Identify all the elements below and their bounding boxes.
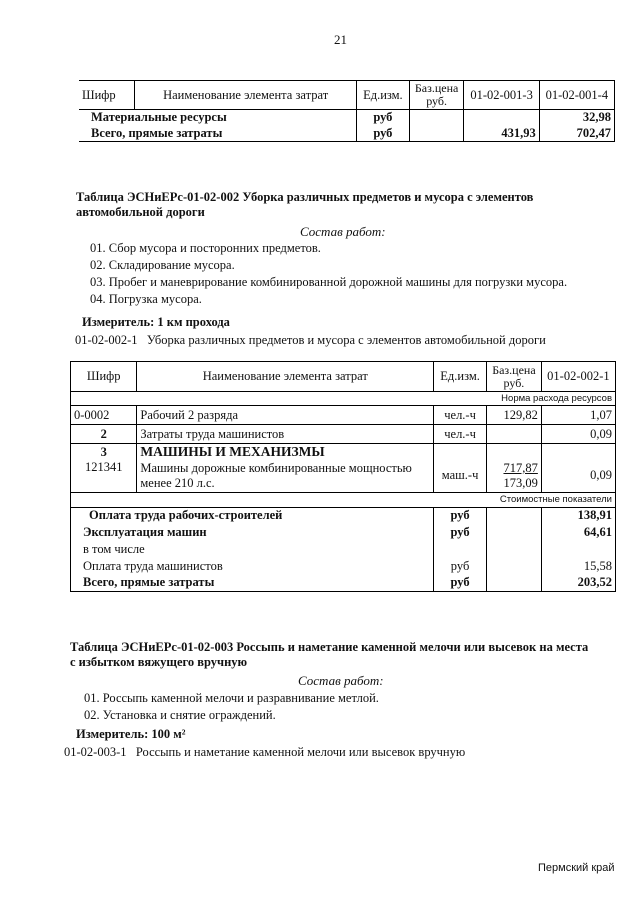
machine-price-1: 717,87: [503, 460, 538, 475]
table-row: [79, 110, 615, 126]
cost-val: [541, 541, 615, 557]
row-name: Всего, прямые затраты: [91, 125, 223, 140]
row-val: 0,09: [541, 425, 615, 444]
header-price: Баз.цена руб.: [486, 362, 541, 392]
empty-cell: [486, 541, 541, 557]
work-item: 02. Установка и снятие ограждений.: [84, 708, 276, 722]
works-heading: Состав работ:: [298, 673, 384, 688]
cost-row: [71, 575, 616, 591]
row-code: 0-0002: [71, 406, 137, 425]
header-col2: 01-02-001-4: [539, 81, 614, 110]
norm-label: Норма расхода ресурсов: [71, 392, 616, 406]
code-line: 01-02-002-1 Уборка различных предметов и мусора с элементов автомобильной дороги: [75, 333, 546, 347]
header-code: Шифр: [82, 87, 116, 102]
table-header-row: [79, 81, 615, 110]
cost-val: 15,58: [541, 557, 615, 575]
machine-unit: маш.-ч: [434, 460, 487, 492]
cost-name: Всего, прямые затраты: [71, 575, 434, 591]
header-code: Шифр: [86, 369, 121, 383]
work-item: 01. Россыпь каменной мелочи и разравнивание метлой.: [84, 691, 379, 705]
norm-label-row: [71, 392, 616, 406]
measure-label: Измеритель: 100 м²: [76, 727, 186, 741]
work-item: 01. Сбор мусора и посторонних предметов.: [90, 241, 321, 255]
row-price: 129,82: [486, 406, 541, 425]
work-item: 02. Складирование мусора.: [90, 258, 235, 272]
row-price: [486, 425, 541, 444]
row-val: 1,07: [541, 406, 615, 425]
header-name: Наименование элемента затрат: [135, 81, 357, 110]
row-name: Рабочий 2 разряда: [137, 406, 434, 425]
work-item: 04. Погрузка мусора.: [90, 292, 202, 306]
row-unit: руб: [357, 126, 410, 142]
machines-code: 3: [71, 444, 137, 461]
empty-cell: [541, 444, 615, 461]
cost-row: [71, 507, 616, 524]
row-code: 2: [71, 425, 137, 444]
row-val1: 431,93: [464, 126, 539, 142]
works-list: [90, 240, 567, 308]
cost-name: Оплата труда машинистов: [71, 557, 434, 575]
cost-name: Эксплуатация машин: [71, 524, 434, 541]
code-line: 01-02-003-1 Россыпь и наметание каменной мелочи или высевок вручную: [64, 745, 466, 759]
header-name: Наименование элемента затрат: [137, 362, 434, 392]
row-val2: 702,47: [539, 126, 614, 142]
row-val2: 32,98: [539, 110, 614, 126]
cost-unit: руб: [434, 524, 487, 541]
row-price: [409, 110, 464, 126]
cost-row: [71, 557, 616, 575]
section-title: Таблица ЭСНиЕРс-01-02-003 Россыпь и наметание каменной мелочи или высевок на места с избытком вяжущего вручную: [70, 640, 589, 669]
empty-cell: [486, 524, 541, 541]
machine-code: 121341: [71, 460, 137, 492]
machines-heading-row: [71, 444, 616, 461]
header-col1: 01-02-002-1: [541, 362, 615, 392]
measure-label: Измеритель: 1 км прохода: [82, 315, 230, 329]
table-row: [79, 126, 615, 142]
header-price: Баз.цена руб.: [409, 81, 464, 110]
section-title: Таблица ЭСНиЕРс-01-02-002 Уборка различных предметов и мусора с элементов автомобильной дороги: [76, 190, 534, 219]
cost-val: 64,61: [541, 524, 615, 541]
machine-val: 0,09: [541, 460, 615, 492]
machine-price-2: 173,09: [503, 475, 538, 490]
header-unit: Ед.изм.: [357, 81, 410, 110]
row-unit: руб: [357, 110, 410, 126]
works-list: [84, 690, 379, 724]
empty-cell: [486, 575, 541, 591]
machines-title: МАШИНЫ И МЕХАНИЗМЫ: [137, 444, 434, 461]
empty-cell: [486, 444, 541, 461]
cost-row: [71, 541, 616, 557]
row-unit: чел.-ч: [434, 406, 487, 425]
empty-cell: [486, 557, 541, 575]
footer-region: Пермский край: [538, 862, 615, 874]
row-name: Материальные ресурсы: [91, 110, 227, 125]
cost-unit: руб: [434, 507, 487, 524]
cost-name: Оплата труда рабочих-строителей: [71, 507, 434, 524]
machine-price: [486, 460, 541, 492]
cost-unit: [434, 541, 487, 557]
table-row: [71, 425, 616, 444]
empty-cell: [434, 444, 487, 461]
top-cost-table: [79, 80, 615, 142]
page-number: 21: [334, 32, 347, 47]
cost-val: 203,52: [541, 575, 615, 591]
header-col1: 01-02-001-3: [464, 81, 539, 110]
table-header-row: [71, 362, 616, 392]
cost-label: Стоимостные показатели: [71, 492, 616, 507]
machine-name-line1: Машины дорожные комбинированные мощностью: [140, 460, 412, 475]
row-val1: [464, 110, 539, 126]
work-item: 03. Пробег и маневрирование комбинированной дорожной машины для погрузки мусора.: [90, 275, 568, 289]
cost-val: 138,91: [541, 507, 615, 524]
cost-unit: руб: [434, 557, 487, 575]
row-name: Затраты труда машинистов: [137, 425, 434, 444]
table-row: [71, 406, 616, 425]
works-heading: Состав работ:: [300, 224, 386, 239]
cost-label-row: [71, 492, 616, 507]
row-price: [409, 126, 464, 142]
cost-unit: руб: [434, 575, 487, 591]
row-unit: чел.-ч: [434, 425, 487, 444]
resource-table: [70, 361, 616, 592]
machine-name-line2: менее 210 л.с.: [140, 475, 215, 490]
header-unit: Ед.изм.: [434, 362, 487, 392]
cost-name: в том числе: [71, 541, 434, 557]
empty-cell: [486, 507, 541, 524]
cost-row: [71, 524, 616, 541]
machine-name: [137, 460, 434, 492]
machine-row: [71, 460, 616, 492]
